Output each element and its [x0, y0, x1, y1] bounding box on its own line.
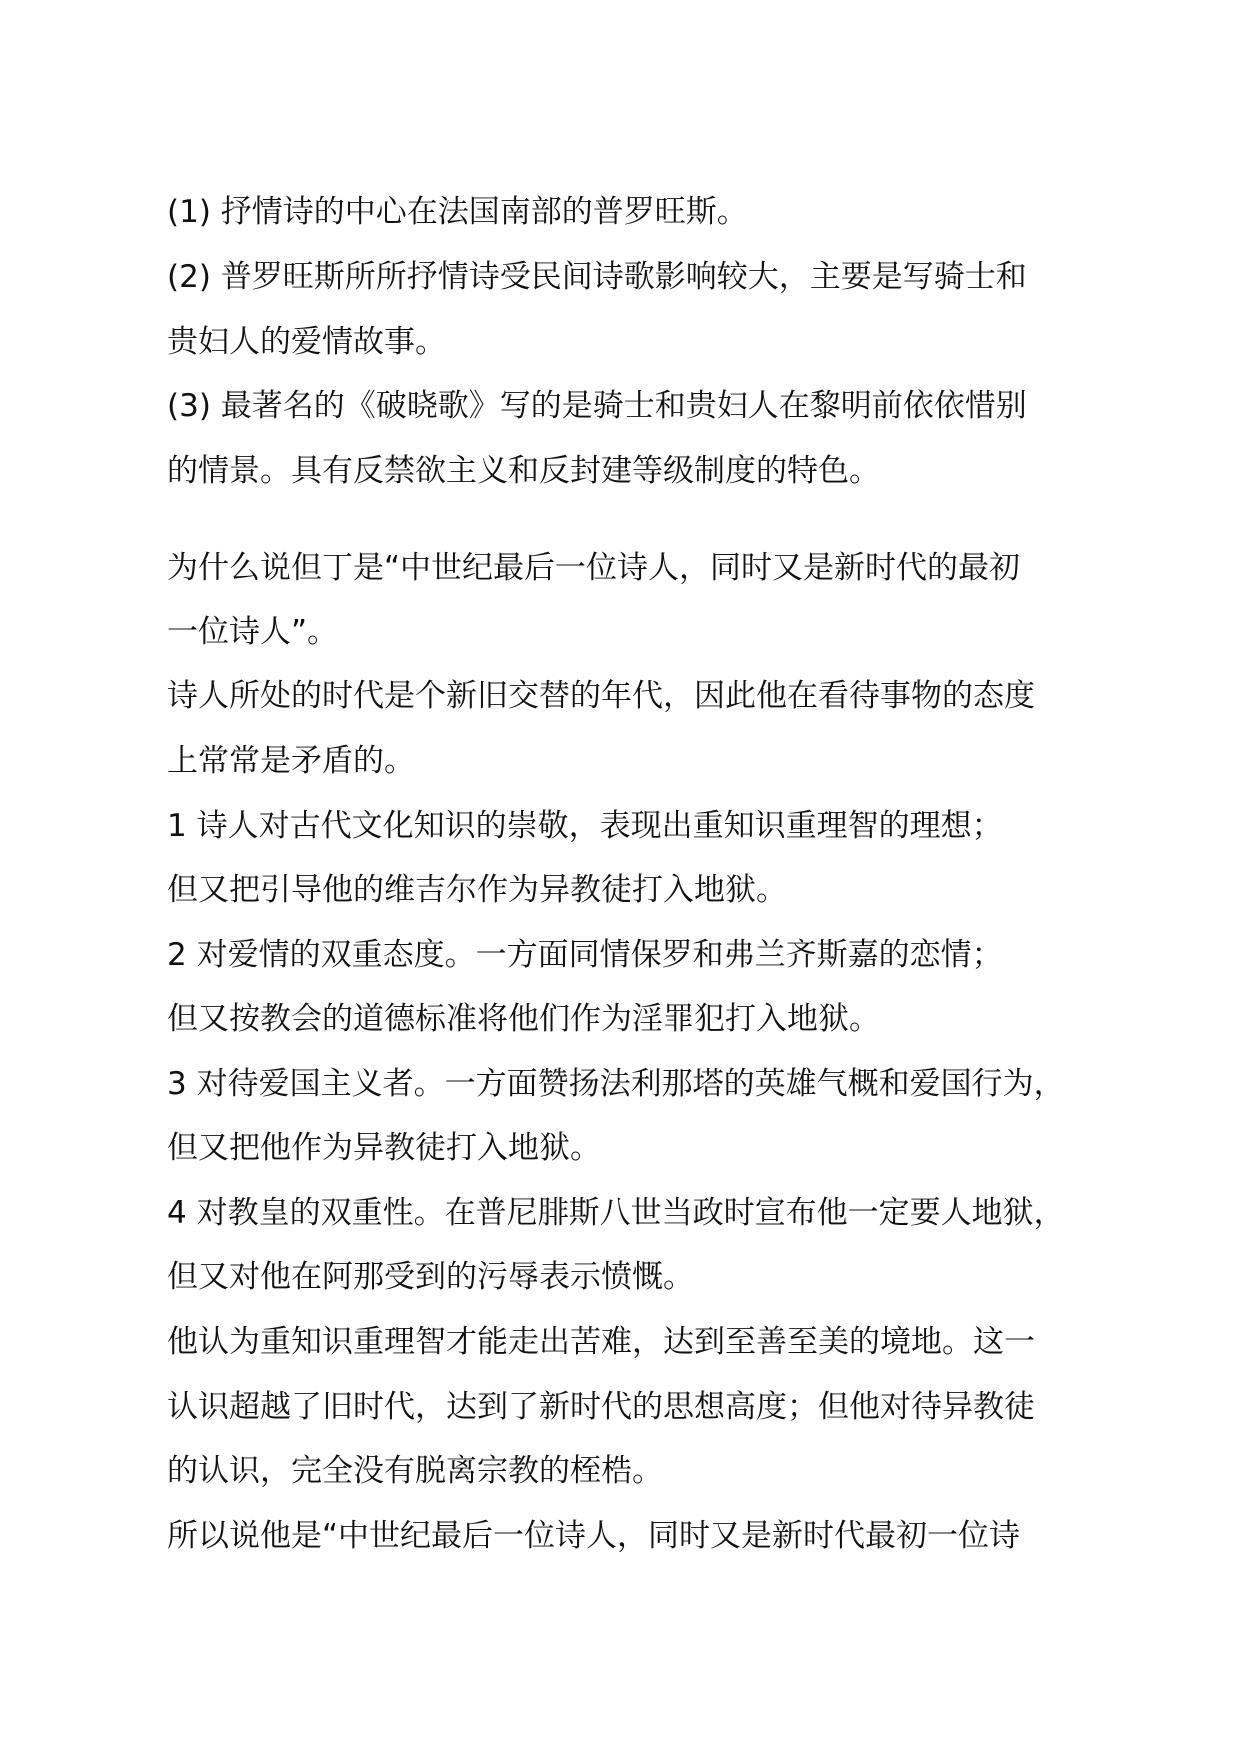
answer-line-6: 但又按教会的道德标准将他们作为淫罪犯打入地狱。	[167, 1001, 880, 1037]
answer-line-13: 的认识，完全没有脱离宗教的桎梏。	[167, 1453, 663, 1489]
answer-line-5: 2 对爱情的双重态度。一方面同情保罗和弗兰齐斯嘉的恋情；	[167, 937, 1003, 973]
question-line-1: 为什么说但丁是“中世纪最后一位诗人，同时又是新时代的最初	[167, 550, 1021, 586]
answer-line-9: 4 对教皇的双重性。在普尼腓斯八世当政时宣布他一定要人地狱，	[167, 1195, 1065, 1231]
section-1-line-4: (3) 最著名的《破晓歌》写的是骑士和贵妇人在黎明前依依惜别	[167, 388, 1027, 424]
answer-line-3: 1 诗人对古代文化知识的崇敬，表现出重知识重理智的理想；	[167, 808, 1003, 844]
section-1-line-5: 的情景。具有反禁欲主义和反封建等级制度的特色。	[167, 453, 880, 489]
answer-line-12: 认识超越了旧时代，达到了新时代的思想高度；但他对待异教徒	[167, 1389, 1035, 1425]
section-1-line-3: 贵妇人的爱情故事。	[167, 324, 446, 360]
answer-line-7: 3 对待爱国主义者。一方面赞扬法利那塔的英雄气概和爱国行为，	[167, 1066, 1065, 1102]
answer-line-8: 但又把他作为异教徒打入地狱。	[167, 1130, 601, 1166]
answer-line-2: 上常常是矛盾的。	[167, 743, 415, 779]
answer-line-11: 他认为重知识重理智才能走出苦难，达到至善至美的境地。这一	[167, 1324, 1035, 1360]
question-line-2: 一位诗人”。	[167, 614, 339, 650]
section-1-line-2: (2) 普罗旺斯所所抒情诗受民间诗歌影响较大，主要是写骑士和	[167, 259, 1027, 295]
answer-line-4: 但又把引导他的维吉尔作为异教徒打入地狱。	[167, 872, 787, 908]
section-1-line-1: (1) 抒情诗的中心在法国南部的普罗旺斯。	[167, 194, 748, 230]
answer-line-10: 但又对他在阿那受到的污辱表示愤慨。	[167, 1259, 694, 1295]
answer-line-14: 所以说他是“中世纪最后一位诗人，同时又是新时代最初一位诗	[167, 1518, 1021, 1554]
answer-line-1: 诗人所处的时代是个新旧交替的年代，因此他在看待事物的态度	[167, 678, 1035, 714]
